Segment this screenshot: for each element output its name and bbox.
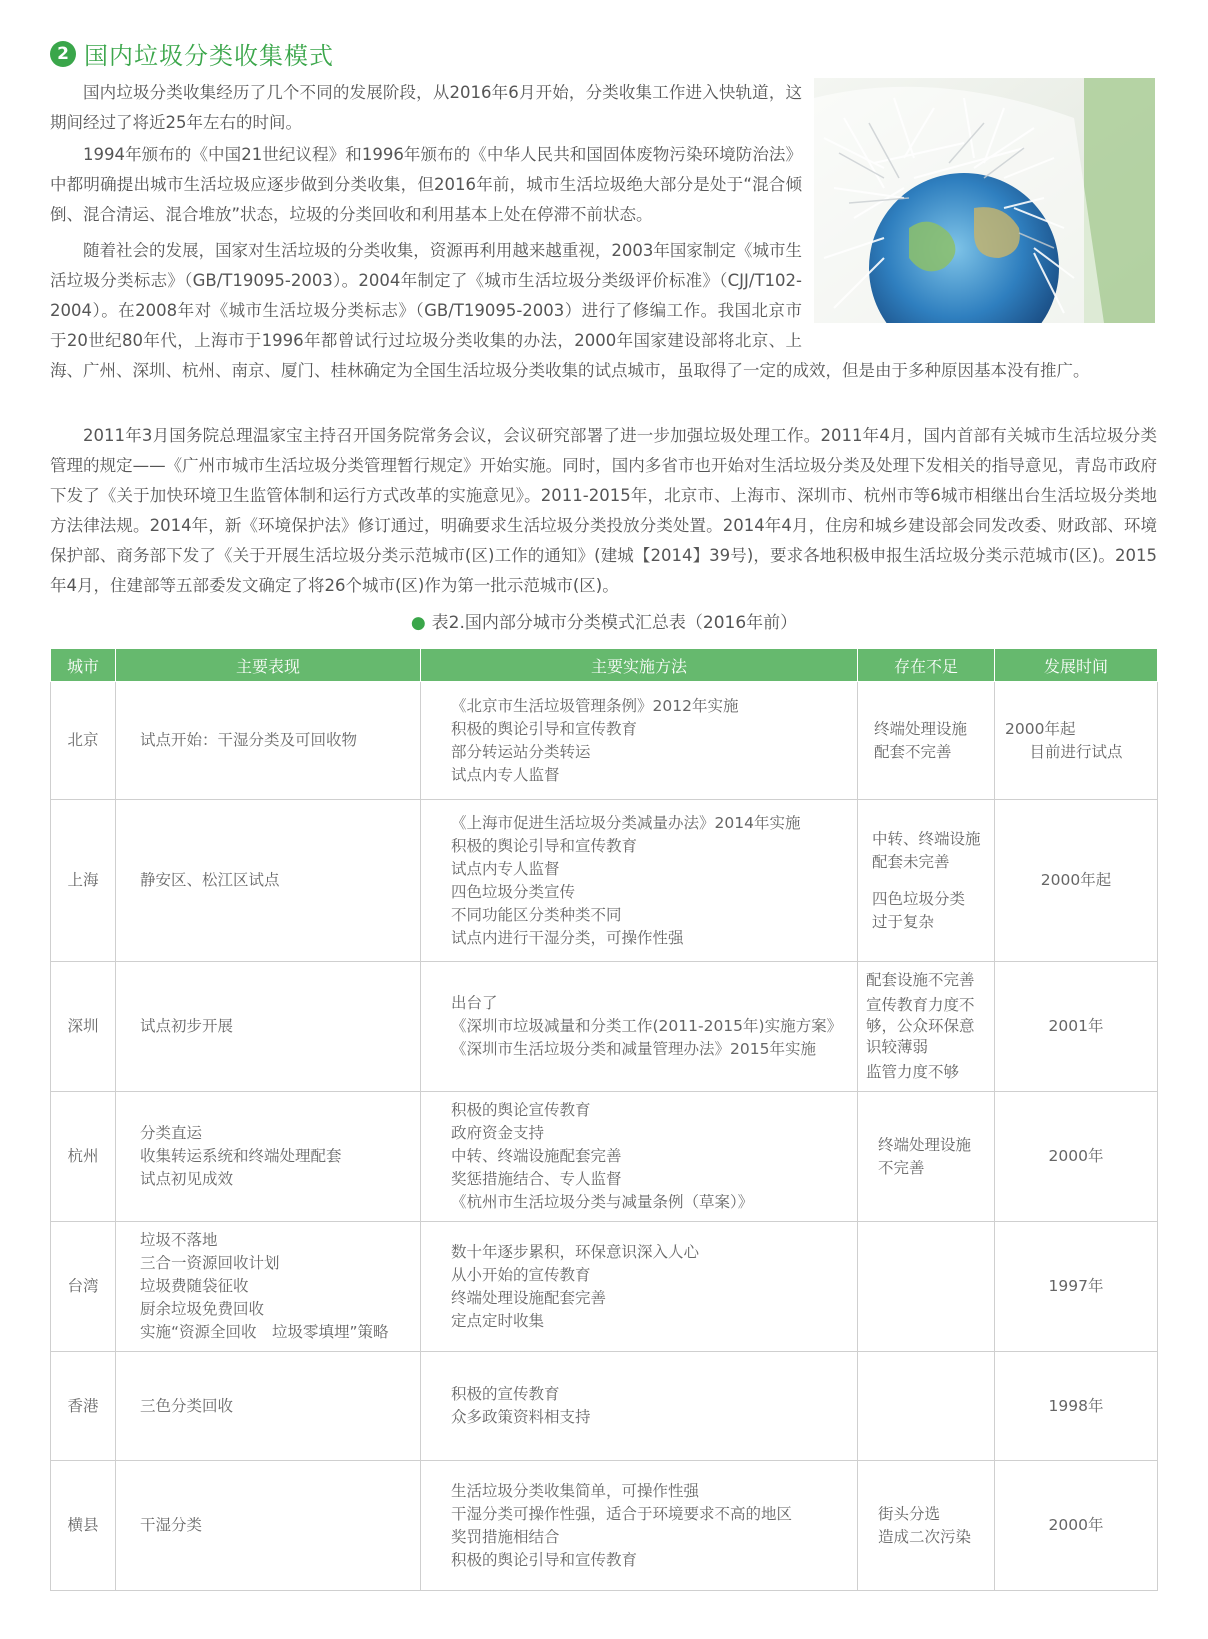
shortcoming-line: 够，公众环保意 bbox=[866, 1017, 975, 1035]
cell-city: 香港 bbox=[51, 1352, 116, 1461]
table-row bbox=[51, 682, 1158, 800]
cell-city: 深圳 bbox=[51, 962, 116, 1092]
table-row bbox=[51, 962, 1158, 1092]
method-line: 积极的舆论引导和宣传教育 bbox=[451, 836, 638, 855]
cell-features bbox=[116, 962, 421, 1092]
shortcoming-line: 终端处理设施 bbox=[878, 1135, 972, 1154]
feature-line: 垃圾费随袋征收 bbox=[140, 1277, 249, 1295]
section-heading bbox=[50, 36, 334, 71]
cell-methods bbox=[421, 1092, 858, 1222]
feature-line: 试点初见成效 bbox=[140, 1170, 234, 1188]
table-row bbox=[51, 1352, 1158, 1461]
time-line: 1998年 bbox=[1048, 1396, 1104, 1415]
cell-shortcomings bbox=[858, 1092, 995, 1222]
method-line: 众多政策资料相支持 bbox=[451, 1408, 591, 1426]
cell-features bbox=[116, 1222, 421, 1352]
cell-features bbox=[116, 682, 421, 800]
method-line: 试点内专人监督 bbox=[451, 765, 560, 784]
bullet-dot-icon: ● bbox=[410, 613, 426, 633]
paragraph-standards bbox=[50, 236, 1157, 386]
paragraph-policies: 2011年3月国务院总理温家宝主持召开国务院常务会议，会议研究部署了进一步加强垃圾处理工作。2011年4月，国内首部有关城市生活垃圾分类管理的规定——《广州市城市生活垃圾分类管理暂行规定》开始实施。同时，国内多省市也开始对生活垃圾分类及处理下发相关的指导意见，青岛市政府下发了《关于加快环境卫生监管体制和运行方式改革的实施意见》。2011-2015年，北京市、上海市、深圳市、杭州市等6城市相继出台生活垃圾分类地方法律法规。2014年，新《环境保护法》修订通过，明确要求生活垃圾分类投放分类处置。2014年4月，住房和城乡建设部会同发改委、财政部、环境保护部、商务部下发了《关于开展生活垃圾分类示范城市(区)工作的通知》(建城【2014】39号)，要求各地积极申报生活垃圾分类示范城市(区)。2015年4月，住建部等五部委发文确定了将26个城市(区)作为第一批示范城市(区)。 bbox=[50, 426, 1157, 595]
header-shortcomings: 存在不足 bbox=[858, 649, 995, 682]
cell-shortcomings bbox=[858, 1461, 995, 1591]
cell-time bbox=[995, 1352, 1158, 1461]
cell-methods bbox=[421, 1352, 858, 1461]
cell-time bbox=[995, 962, 1158, 1092]
header-methods: 主要实施方法 bbox=[421, 649, 858, 682]
table-row bbox=[51, 1222, 1158, 1352]
method-line: 《深圳市生活垃圾分类和减量管理办法》2015年实施 bbox=[451, 1040, 816, 1058]
photo-float-spacer bbox=[802, 236, 1157, 338]
shortcoming-line: 不完善 bbox=[878, 1158, 925, 1177]
table-row bbox=[51, 1461, 1158, 1591]
feature-line: 分类直运 bbox=[140, 1124, 203, 1142]
shortcoming-line: 配套不完善 bbox=[874, 742, 952, 761]
feature-line: 收集转运系统和终端处理配套 bbox=[140, 1147, 342, 1165]
cell-shortcomings bbox=[858, 962, 995, 1092]
method-line: 积极的舆论引导和宣传教育 bbox=[451, 719, 638, 738]
shortcoming-line: 四色垃圾分类 bbox=[872, 889, 966, 908]
feature-line: 试点开始：干湿分类及可回收物 bbox=[140, 731, 358, 749]
table-caption-text: 表2.国内部分城市分类模式汇总表（2016年前） bbox=[431, 613, 798, 633]
cell-city: 上海 bbox=[51, 800, 116, 962]
shortcoming-line: 识较薄弱 bbox=[866, 1038, 929, 1056]
cell-features bbox=[116, 1352, 421, 1461]
feature-line: 静安区、松江区试点 bbox=[140, 871, 280, 889]
method-line: 积极的舆论引导和宣传教育 bbox=[451, 1550, 638, 1569]
cell-time bbox=[995, 800, 1158, 962]
time-line: 2000年起 bbox=[1005, 719, 1076, 738]
feature-line: 厨余垃圾免费回收 bbox=[140, 1300, 265, 1318]
shortcoming-line: 过于复杂 bbox=[872, 912, 935, 931]
method-line: 终端处理设施配套完善 bbox=[451, 1288, 607, 1307]
feature-line: 试点初步开展 bbox=[140, 1017, 234, 1035]
cell-methods bbox=[421, 1222, 858, 1352]
shortcoming-line: 配套设施不完善 bbox=[866, 971, 975, 989]
shortcoming-line: 监管力度不够 bbox=[866, 1063, 960, 1081]
cell-methods bbox=[421, 800, 858, 962]
paragraph-intro: 国内垃圾分类收集经历了几个不同的发展阶段，从2016年6月开始，分类收集工作进入快轨道，这期间经过了将近25年左右的时间。 bbox=[50, 83, 802, 132]
method-line: 部分转运站分类转运 bbox=[451, 742, 591, 761]
method-line: 生活垃圾分类收集简单，可操作性强 bbox=[451, 1481, 700, 1500]
shortcoming-line: 造成二次污染 bbox=[878, 1527, 972, 1546]
method-line: 从小开始的宣传教育 bbox=[451, 1265, 591, 1284]
method-line: 《深圳市垃圾减量和分类工作(2011-2015年)实施方案》 bbox=[451, 1017, 843, 1035]
cell-city: 北京 bbox=[51, 682, 116, 800]
cell-time bbox=[995, 1461, 1158, 1591]
method-line: 奖惩措施结合、专人监督 bbox=[451, 1170, 622, 1188]
feature-line: 垃圾不落地 bbox=[140, 1231, 218, 1249]
cell-features bbox=[116, 800, 421, 962]
section-title: 国内垃圾分类收集模式 bbox=[84, 42, 334, 70]
feature-line: 三色分类回收 bbox=[140, 1396, 234, 1415]
cell-shortcomings bbox=[858, 1352, 995, 1461]
cell-shortcomings bbox=[858, 682, 995, 800]
feature-line: 干湿分类 bbox=[140, 1516, 203, 1534]
method-line: 试点内专人监督 bbox=[451, 859, 560, 878]
method-line: 奖罚措施相结合 bbox=[451, 1527, 560, 1546]
method-line: 积极的宣传教育 bbox=[451, 1385, 560, 1403]
time-line: 2001年 bbox=[1048, 1017, 1104, 1035]
cell-city: 台湾 bbox=[51, 1222, 116, 1352]
time-line: 目前进行试点 bbox=[1029, 742, 1123, 761]
cell-features bbox=[116, 1092, 421, 1222]
time-line: 2000年 bbox=[1048, 1147, 1104, 1165]
method-line: 数十年逐步累积，环保意识深入人心 bbox=[451, 1242, 700, 1261]
table-row bbox=[51, 1092, 1158, 1222]
shortcoming-line: 中转、终端设施 bbox=[872, 829, 981, 848]
feature-line: 三合一资源回收计划 bbox=[140, 1254, 280, 1272]
header-features: 主要表现 bbox=[116, 649, 421, 682]
cell-methods bbox=[421, 682, 858, 800]
method-line: 定点定时收集 bbox=[451, 1311, 545, 1330]
method-line: 试点内进行干湿分类，可操作性强 bbox=[451, 928, 684, 947]
method-line: 《北京市生活垃圾管理条例》2012年实施 bbox=[451, 696, 739, 715]
paragraph-history: 1994年颁布的《中国21世纪议程》和1996年颁布的《中华人民共和国固体废物污染环境防治法》中都明确提出城市生活垃圾应逐步做到分类收集，但2016年前，城市生活垃圾绝大部分是处于“混合倾倒、混合清运、混合堆放”状态，垃圾的分类回收和利用基本上处在停滞不前状态。 bbox=[50, 145, 802, 224]
cell-time bbox=[995, 1222, 1158, 1352]
method-line: 政府资金支持 bbox=[451, 1124, 545, 1142]
time-line: 1997年 bbox=[1048, 1277, 1104, 1295]
header-city: 城市 bbox=[51, 649, 116, 682]
cell-city: 杭州 bbox=[51, 1092, 116, 1222]
shortcoming-line: 配套未完善 bbox=[872, 852, 950, 871]
cell-shortcomings bbox=[858, 800, 995, 962]
section-number-badge: 2 bbox=[50, 41, 76, 67]
table-caption bbox=[0, 608, 1208, 633]
method-line: 《上海市促进生活垃圾分类减量办法》2014年实施 bbox=[451, 813, 801, 832]
cell-methods bbox=[421, 1461, 858, 1591]
table-header-row bbox=[51, 649, 1158, 682]
shortcoming-line: 宣传教育力度不 bbox=[866, 996, 975, 1014]
method-line: 中转、终端设施配套完善 bbox=[451, 1147, 622, 1165]
method-line: 不同功能区分类种类不同 bbox=[451, 905, 622, 924]
feature-line: 实施“资源全回收 垃圾零填埋”策略 bbox=[140, 1323, 389, 1341]
method-line: 《杭州市生活垃圾分类与减量条例（草案）》 bbox=[451, 1193, 754, 1211]
shortcoming-line: 街头分选 bbox=[878, 1504, 941, 1523]
method-line: 积极的舆论宣传教育 bbox=[451, 1101, 591, 1119]
table-row bbox=[51, 800, 1158, 962]
cell-methods bbox=[421, 962, 858, 1092]
method-line: 出台了 bbox=[451, 994, 498, 1012]
shortcoming-line: 终端处理设施 bbox=[874, 719, 968, 738]
city-summary-table bbox=[50, 648, 1158, 1591]
cell-shortcomings bbox=[858, 1222, 995, 1352]
header-time: 发展时间 bbox=[995, 649, 1158, 682]
cell-city: 横县 bbox=[51, 1461, 116, 1591]
method-line: 四色垃圾分类宣传 bbox=[451, 882, 576, 901]
cell-time bbox=[995, 1092, 1158, 1222]
time-line: 2000年 bbox=[1048, 1516, 1104, 1534]
cell-features bbox=[116, 1461, 421, 1591]
cell-time bbox=[995, 682, 1158, 800]
method-line: 干湿分类可操作性强，适合于环境要求不高的地区 bbox=[451, 1504, 793, 1523]
paragraph-standards-text: 随着社会的发展，国家对生活垃圾的分类收集，资源再利用越来越重视，2003年国家制定《城市生活垃圾分类标志》（GB/T19095-2003）。2004年制定了《城市生活垃圾分类级评价标准》（CJJ/T102-2004）。在2008年对《城市生活垃圾分类标志》（GB/T19095-2003）进行了修编工作。我国北京市于20世纪80年代，上海市于1996年都曾试行过垃圾分类收集的办法，2000年国家建设部将北京、上海、广州、深圳、杭州、南京、厦门、桂林确定为全国生活垃圾分类收集的试点城市，虽取得了一定的成效，但是由于多种原因基本没有推广。 bbox=[50, 241, 1090, 380]
time-line: 2000年起 bbox=[1040, 871, 1112, 889]
